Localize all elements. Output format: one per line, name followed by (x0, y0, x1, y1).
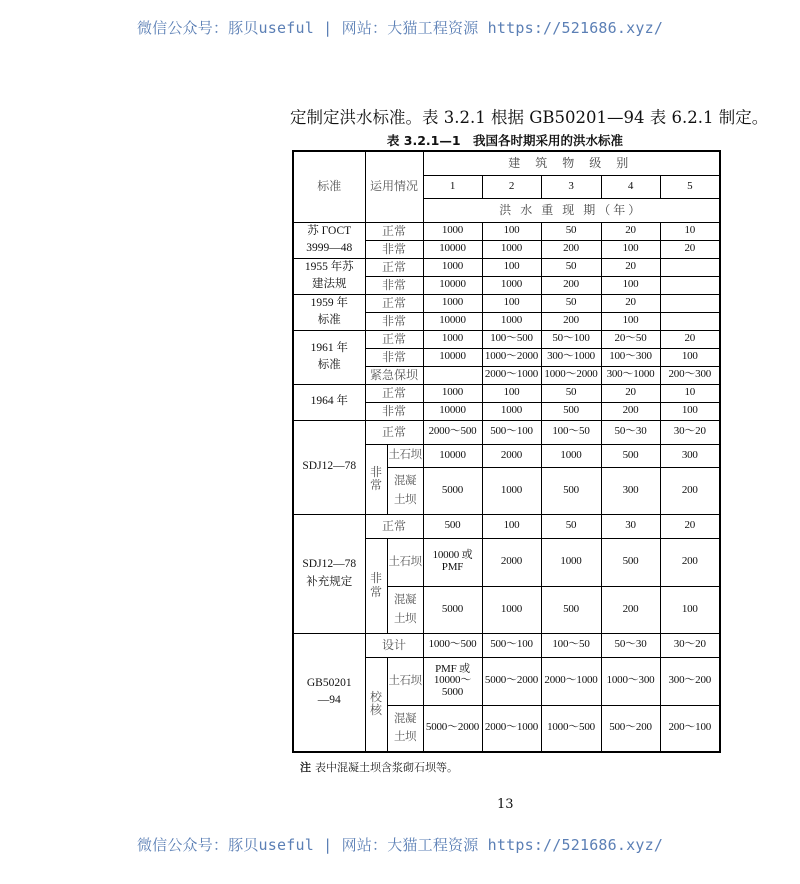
watermark-bottom: 微信公众号：豚贝useful | 网站：大猫工程资源 https://521686.xyz/ (136, 836, 664, 854)
usage-cell: 非常 (365, 312, 423, 330)
dam-type-cell: 土石坝 (387, 538, 423, 586)
table-cell-grade-1: 10000 (423, 348, 482, 366)
table-cell-grade-4: 1000～300 (601, 657, 660, 705)
usage-cell: 非常 (365, 348, 423, 366)
table-cell-grade-5: 100 (660, 348, 720, 366)
table-cell-grade-2: 1000 (482, 586, 541, 633)
dam-type-cell: 混凝 土坝 (387, 705, 423, 752)
table-cell-grade-2: 100 (482, 294, 541, 312)
table-cell-grade-3: 50 (541, 222, 601, 240)
table-cell-grade-2: 2000 (482, 538, 541, 586)
header-grade-label: 建 筑 物 级 别 (423, 151, 720, 175)
header-period-label: 洪 水 重 现 期（年） (423, 198, 720, 222)
table-cell-grade-3: 1000 (541, 444, 601, 467)
table-cell-grade-1: 2000～500 (423, 420, 482, 444)
table-cell-grade-1: 10000 (423, 444, 482, 467)
usage-category-cell: 非 常 (365, 444, 387, 514)
usage-cell: 正常 (365, 420, 423, 444)
table-cell-grade-4: 300 (601, 467, 660, 514)
table-cell-grade-3: 2000～1000 (541, 657, 601, 705)
table-cell-grade-5 (660, 312, 720, 330)
usage-cell: 正常 (365, 384, 423, 402)
table-cell-grade-2: 1000～2000 (482, 348, 541, 366)
table-cell-grade-2: 500～100 (482, 420, 541, 444)
standard-name-cell: SDJ12—78 (293, 420, 365, 514)
table-cell-grade-1: 1000～500 (423, 633, 482, 657)
standard-name-cell: 1964 年 (293, 384, 365, 420)
flood-standard-table (292, 150, 721, 753)
table-cell-grade-3: 50 (541, 294, 601, 312)
table-cell-grade-2: 100 (482, 258, 541, 276)
table-cell-grade-5: 30～20 (660, 420, 720, 444)
table-cell-grade-4: 30 (601, 514, 660, 538)
table-cell-grade-3: 300～1000 (541, 348, 601, 366)
table-cell-grade-4: 50～30 (601, 633, 660, 657)
usage-category-cell: 校 核 (365, 657, 387, 752)
table-cell-grade-5: 10 (660, 222, 720, 240)
note-label: 注 (300, 761, 311, 774)
table-cell-grade-2: 2000 (482, 444, 541, 467)
table-cell-grade-1: 10000 或 PMF (423, 538, 482, 586)
table-cell-grade-1: PMF 或 10000～ 5000 (423, 657, 482, 705)
usage-cell: 非常 (365, 240, 423, 258)
table-note (300, 761, 721, 775)
table-row (293, 258, 720, 276)
usage-cell: 正常 (365, 294, 423, 312)
table-cell-grade-2: 2000～1000 (482, 366, 541, 384)
standard-name-cell: 1961 年 标准 (293, 330, 365, 384)
table-cell-grade-2: 1000 (482, 402, 541, 420)
table-cell-grade-1: 1000 (423, 258, 482, 276)
table-cell-grade-2: 1000 (482, 467, 541, 514)
table-cell-grade-5 (660, 294, 720, 312)
table-cell-grade-3: 500 (541, 586, 601, 633)
table-cell-grade-3: 50 (541, 514, 601, 538)
table-cell-grade-5: 100 (660, 586, 720, 633)
table-cell-grade-5: 20 (660, 514, 720, 538)
table-cell-grade-1: 10000 (423, 402, 482, 420)
usage-category-cell: 非 常 (365, 538, 387, 633)
header-grade-1: 1 (423, 175, 482, 198)
table-cell-grade-4: 20～50 (601, 330, 660, 348)
table-cell-grade-1: 1000 (423, 222, 482, 240)
table-cell-grade-5: 200 (660, 538, 720, 586)
dam-type-cell: 混凝 土坝 (387, 467, 423, 514)
table-cell-grade-5: 20 (660, 330, 720, 348)
dam-type-cell: 混凝 土坝 (387, 586, 423, 633)
table-cell-grade-1: 10000 (423, 240, 482, 258)
table-cell-grade-1: 10000 (423, 312, 482, 330)
table-cell-grade-2: 100 (482, 222, 541, 240)
table-cell-grade-5: 200～100 (660, 705, 720, 752)
table-cell-grade-4: 500 (601, 444, 660, 467)
dam-type-cell: 土石坝 (387, 444, 423, 467)
note-text: 表中混凝土坝含浆砌石坝等。 (315, 761, 458, 774)
table-cell-grade-3: 1000 (541, 538, 601, 586)
table-caption: 表 3.2.1—1 我国各时期采用的洪水标准 (386, 133, 624, 148)
table-row (293, 633, 720, 657)
table-cell-grade-5: 300～200 (660, 657, 720, 705)
table-cell-grade-3: 100～50 (541, 633, 601, 657)
table-row (293, 384, 720, 402)
table-cell-grade-5 (660, 258, 720, 276)
header-usage: 运用情况 (365, 151, 423, 222)
table-cell-grade-5: 300 (660, 444, 720, 467)
table-cell-grade-2: 5000～2000 (482, 657, 541, 705)
table-cell-grade-4: 100 (601, 312, 660, 330)
table-cell-grade-1: 500 (423, 514, 482, 538)
table-cell-grade-3: 200 (541, 276, 601, 294)
table-cell-grade-3: 1000～2000 (541, 366, 601, 384)
table-cell-grade-5: 30～20 (660, 633, 720, 657)
table-cell-grade-2: 100 (482, 384, 541, 402)
intro-paragraph: 定制定洪水标准。表 3.2.1 根据 GB50201—94 表 6.2.1 制定。 (290, 108, 769, 127)
table-cell-grade-2: 1000 (482, 312, 541, 330)
usage-cell: 紧急保坝 (365, 366, 423, 384)
table-cell-grade-5 (660, 276, 720, 294)
table-cell-grade-2: 500～100 (482, 633, 541, 657)
header-grade-2: 2 (482, 175, 541, 198)
table-cell-grade-5: 20 (660, 240, 720, 258)
table-cell-grade-3: 500 (541, 467, 601, 514)
table-cell-grade-3: 1000～500 (541, 705, 601, 752)
watermark-top: 微信公众号：豚贝useful | 网站：大猫工程资源 https://521686.xyz/ (136, 19, 664, 37)
header-grade-4: 4 (601, 175, 660, 198)
table-cell-grade-2: 2000～1000 (482, 705, 541, 752)
table-row (293, 330, 720, 348)
table-cell-grade-2: 100～500 (482, 330, 541, 348)
table-cell-grade-4: 100～300 (601, 348, 660, 366)
table-cell-grade-4: 500～200 (601, 705, 660, 752)
table-cell-grade-4: 20 (601, 222, 660, 240)
table-cell-grade-4: 100 (601, 276, 660, 294)
table-row (293, 222, 720, 240)
table-cell-grade-1: 1000 (423, 294, 482, 312)
header-standard: 标准 (293, 151, 365, 222)
table-cell-grade-2: 1000 (482, 240, 541, 258)
usage-cell: 非常 (365, 276, 423, 294)
page-number: 13 (497, 797, 514, 812)
usage-cell: 正常 (365, 258, 423, 276)
table-cell-grade-4: 100 (601, 240, 660, 258)
table-cell-grade-3: 50～100 (541, 330, 601, 348)
table-cell-grade-5: 200 (660, 467, 720, 514)
dam-type-cell: 土石坝 (387, 657, 423, 705)
table-cell-grade-2: 100 (482, 514, 541, 538)
table-cell-grade-3: 100～50 (541, 420, 601, 444)
table-cell-grade-1: 10000 (423, 276, 482, 294)
table-cell-grade-4: 20 (601, 258, 660, 276)
table-cell-grade-1: 5000 (423, 586, 482, 633)
usage-cell: 正常 (365, 222, 423, 240)
table-cell-grade-4: 50～30 (601, 420, 660, 444)
table-cell-grade-2: 1000 (482, 276, 541, 294)
table-cell-grade-4: 20 (601, 384, 660, 402)
usage-cell: 正常 (365, 330, 423, 348)
table-cell-grade-1: 1000 (423, 330, 482, 348)
usage-cell: 设计 (365, 633, 423, 657)
header-grade-5: 5 (660, 175, 720, 198)
standard-name-cell: 1955 年苏 建法规 (293, 258, 365, 294)
usage-cell: 非常 (365, 402, 423, 420)
table-cell-grade-5: 10 (660, 384, 720, 402)
table-cell-grade-1: 5000～2000 (423, 705, 482, 752)
table-cell-grade-3: 200 (541, 240, 601, 258)
table-cell-grade-1: 5000 (423, 467, 482, 514)
table-row (293, 514, 720, 538)
usage-cell: 正常 (365, 514, 423, 538)
standard-name-cell: 苏 ГОСТ 3999—48 (293, 222, 365, 258)
table-cell-grade-4: 500 (601, 538, 660, 586)
table-cell-grade-4: 300～1000 (601, 366, 660, 384)
table-cell-grade-4: 200 (601, 586, 660, 633)
standard-name-cell: GB50201 —94 (293, 633, 365, 752)
table-cell-grade-1 (423, 366, 482, 384)
table-cell-grade-5: 100 (660, 402, 720, 420)
standard-name-cell: SDJ12—78 补充规定 (293, 514, 365, 633)
standard-name-cell: 1959 年 标准 (293, 294, 365, 330)
table-cell-grade-3: 50 (541, 384, 601, 402)
table-cell-grade-3: 50 (541, 258, 601, 276)
header-grade-3: 3 (541, 175, 601, 198)
table-row (293, 420, 720, 444)
table-cell-grade-3: 500 (541, 402, 601, 420)
table-section (292, 150, 721, 813)
table-row (293, 294, 720, 312)
table-cell-grade-3: 200 (541, 312, 601, 330)
table-cell-grade-1: 1000 (423, 384, 482, 402)
table-cell-grade-4: 200 (601, 402, 660, 420)
table-cell-grade-4: 20 (601, 294, 660, 312)
table-cell-grade-5: 200～300 (660, 366, 720, 384)
